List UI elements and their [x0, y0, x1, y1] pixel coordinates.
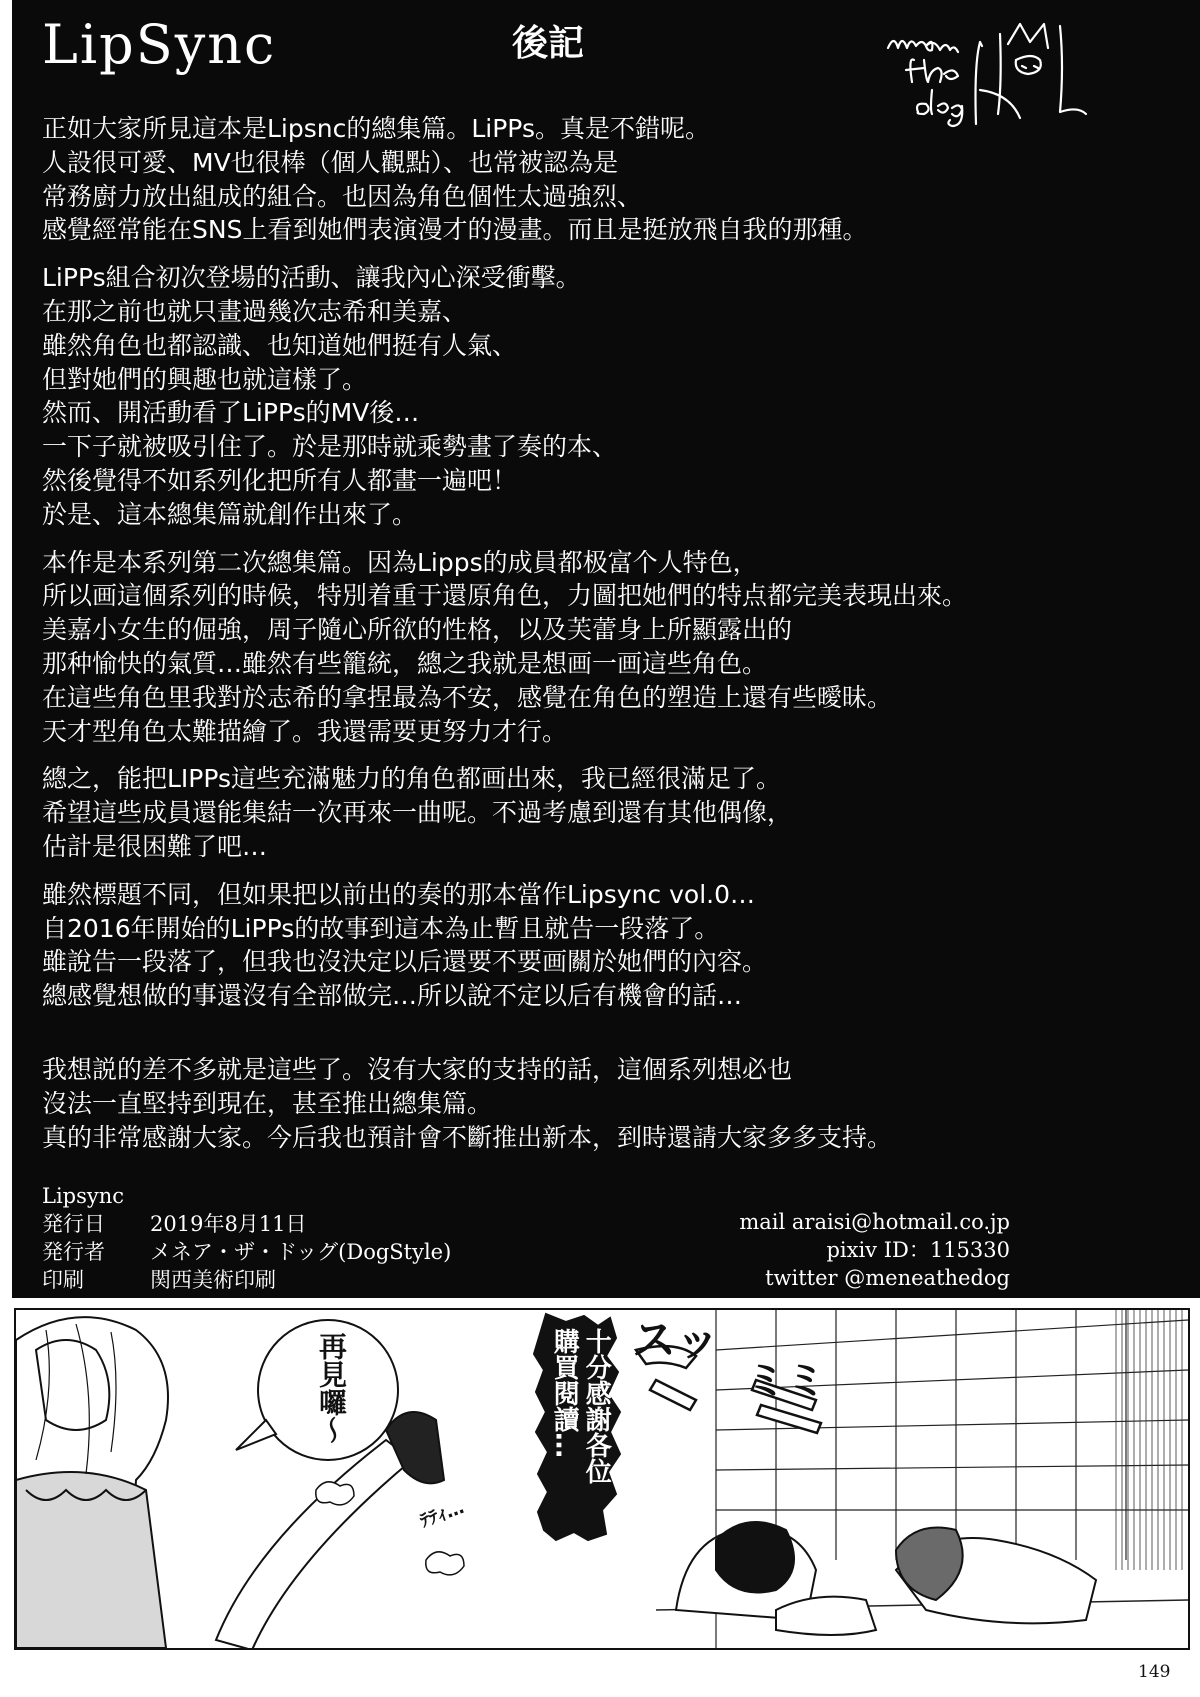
sound-effect-small: ﾃﾃｨ… [417, 1496, 467, 1533]
colophon-value: 関西美術印刷 [150, 1268, 276, 1292]
sound-effect-mimi: ミミ [746, 1358, 826, 1404]
text-line: 總之，能把LIPPs這些充滿魅力的角色都画出來，我已經很滿足了。 [42, 764, 782, 794]
paragraph-2 [42, 261, 1162, 531]
paragraph-1 [42, 112, 1162, 247]
text-line: 常務廚力放出組成的組合。也因為角色個性太過強烈、 [42, 181, 643, 211]
text-line: 所以画這個系列的時候，特別着重于還原角色，力圖把她們的特点都完美表現出來。 [42, 581, 968, 611]
text-line: 於是、這本總集篇就創作出來了。 [42, 499, 418, 529]
text-line: 但對她們的興趣也就這樣了。 [42, 364, 368, 394]
colophon-label: 発行日 [42, 1212, 105, 1236]
sound-effect-swoosh: スッ [632, 1315, 720, 1366]
colophon-value: 2019年8月11日 [150, 1212, 307, 1236]
text-line: 真的非常感謝大家。今后我也預計會不斷推出新本，到時還請大家多多支持。 [42, 1122, 893, 1152]
text-line: 希望這些成員還能集結一次再來一曲呢。不過考慮到還有其他偶像， [42, 798, 793, 828]
speech-bubble-thanks-2: 購買閱讀… [549, 1328, 580, 1458]
text-line: 在那之前也就只畫過幾次志希和美嘉、 [42, 296, 468, 326]
book-title: LipSync [42, 13, 277, 76]
text-line: 我想説的差不多就是這些了。沒有大家的支持的話，這個系列想必也 [42, 1054, 793, 1084]
contact-twitter: twitter @meneathedog [765, 1266, 1010, 1290]
speech-bubble-thanks-1: 十分感謝各位 [581, 1328, 612, 1484]
colophon-title: Lipsync [42, 1184, 125, 1208]
text-line: 那种愉快的氣質…雖然有些籠統，總之我就是想画一画這些角色。 [42, 648, 768, 678]
colophon-value: メネア・ザ・ドッグ(DogStyle) [150, 1240, 452, 1264]
afterword-block [12, 0, 1200, 1298]
afterword-heading: 後記 [512, 23, 585, 64]
text-line: 本作是本系列第二次總集篇。因為Lipps的成員都极富个人特色， [42, 547, 758, 577]
paragraph-5 [42, 878, 1162, 1013]
text-line: 然後覺得不如系列化把所有人都畫一遍吧！ [42, 465, 518, 495]
text-line: 自2016年開始的LiPPs的故事到這本為止暫且就告一段落了。 [42, 913, 720, 943]
text-line: 總感覺想做的事還沒有全部做完…所以說不定以后有機會的話… [42, 981, 743, 1011]
text-line: 天才型角色太難描繪了。我還需要更努力才行。 [42, 716, 568, 746]
colophon-label: 発行者 [42, 1240, 105, 1264]
paragraph-4 [42, 762, 1162, 863]
comic-panel [14, 1308, 1190, 1650]
text-line: 沒法一直堅持到現在，甚至推出總集篇。 [42, 1088, 493, 1118]
text-line: 雖說告一段落了，但我也沒決定以后還要不要画關於她們的內容。 [42, 947, 768, 977]
colophon-row-date [42, 1210, 451, 1238]
colophon-label: 印刷 [42, 1268, 84, 1292]
colophon-row-printer [42, 1266, 451, 1294]
text-line: 雖然標題不同，但如果把以前出的奏的那本當作Lipsync vol.0… [42, 879, 755, 909]
colophon-row-publisher [42, 1238, 451, 1266]
text-line: 然而、開活動看了LiPPs的MV後… [42, 398, 420, 428]
contact-pixiv: pixiv ID：115330 [826, 1238, 1010, 1262]
contact-mail: mail araisi@hotmail.co.jp [739, 1210, 1010, 1234]
text-line: 雖然角色也都認識、也知道她們挺有人氣、 [42, 330, 518, 360]
paragraph-6 [42, 1053, 1162, 1154]
text-line: 感覺經常能在SNS上看到她們表演漫才的漫畫。而且是挺放飛自我的那種。 [42, 215, 868, 245]
text-line: 美嘉小女生的倔強，周子隨心所欲的性格，以及芙蕾身上所顯露出的 [42, 615, 793, 645]
afterword-text [42, 112, 1162, 1168]
text-line: 一下子就被吸引住了。於是那時就乘勢畫了奏的本、 [42, 432, 618, 462]
text-line: LiPPs組合初次登場的活動、讓我內心深受衝擊。 [42, 263, 581, 293]
page-number: 149 [1138, 1662, 1171, 1682]
contact-info [739, 1208, 1010, 1292]
text-line: 人設很可愛、MV也很棒（個人觀點）、也常被認為是 [42, 147, 619, 177]
text-line: 在這些角色里我對於志希的拿捏最為不安，感覺在角色的塑造上還有些曖昧。 [42, 682, 893, 712]
speech-bubble-bye: 再見囉～ [315, 1332, 348, 1444]
text-line: 正如大家所見這本是Lipsnc的總集篇。LiPPs。真是不錯呢。 [42, 114, 710, 143]
text-line: 估計是很困難了吧… [42, 831, 268, 861]
colophon [42, 1182, 451, 1294]
paragraph-3 [42, 546, 1162, 749]
